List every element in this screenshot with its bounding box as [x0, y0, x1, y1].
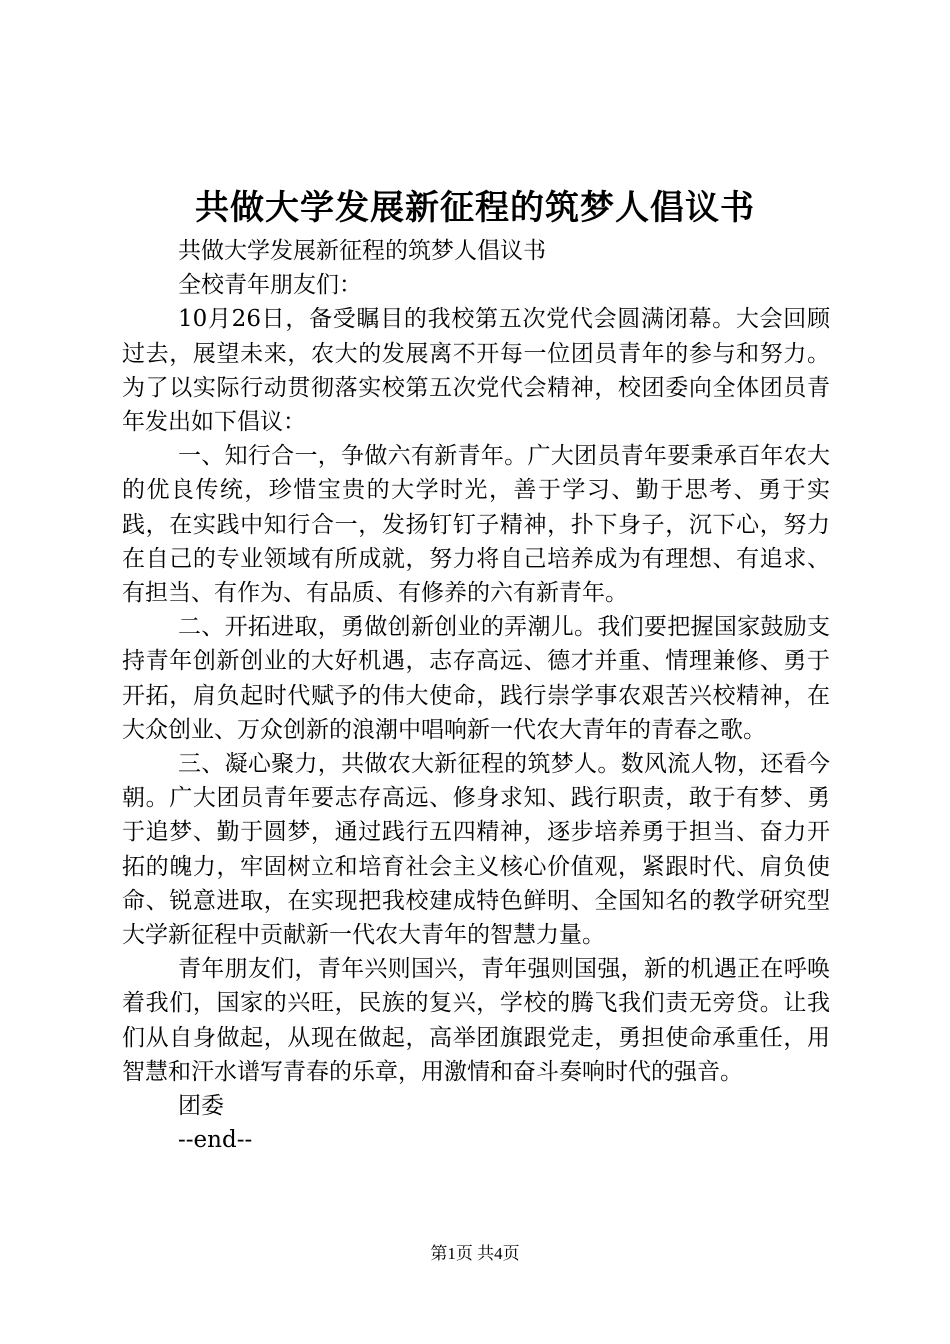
paragraph-intro: 10月26日，备受瞩目的我校第五次党代会圆满闭幕。大会回顾过去，展望未来，农大的发展离不开每一位团员青年的参与和努力。为了以实际行动贯彻落实校第五次党代会精神，校团委向全体团员青年发出如下倡议：: [122, 306, 830, 436]
signature: 团委: [178, 1093, 224, 1120]
salutation: 全校青年朋友们：: [178, 272, 362, 299]
document-body: [122, 234, 830, 1157]
end-mark: --end--: [178, 1127, 253, 1154]
page-number-footer: 第1页 共4页: [430, 1244, 520, 1263]
paragraph-closing: 青年朋友们，青年兴则国兴，青年强则国强，新的机遇正在呼唤着我们，国家的兴旺，民族的复兴，学校的腾飞我们责无旁贷。让我们从自身做起，从现在做起，高举团旗跟党走，勇担使命承重任，用智慧和汗水谱写青春的乐章，用激情和奋斗奏响时代的强音。: [122, 956, 830, 1085]
paragraph-proposal-1: 一、知行合一，争做六有新青年。广大团员青年要秉承百年农大的优良传统，珍惜宝贵的大学时光，善于学习、勤于思考、勇于实践，在实践中知行合一，发扬钉钉子精神，扑下身子，沉下心，努力在自己的专业领域有所成就，努力将自己培养成为有理想、有追求、有担当、有作为、有品质、有修养的六有新青年。: [122, 443, 830, 607]
paragraph-proposal-2: 二、开拓进取，勇做创新创业的弄潮儿。我们要把握国家鼓励支持青年创新创业的大好机遇，志存高远、德才并重、情理兼修、勇于开拓，肩负起时代赋予的伟大使命，践行崇学事农艰苦兴校精神，在大众创业、万众创新的浪潮中唱响新一代农大青年的青春之歌。: [122, 614, 830, 743]
document-subtitle: 共做大学发展新征程的筑梦人倡议书: [178, 238, 546, 264]
document-title: 共做大学发展新征程的筑梦人倡议书: [195, 188, 755, 228]
paragraph-proposal-3: 三、凝心聚力，共做农大新征程的筑梦人。数风流人物，还看今朝。广大团员青年要志存高远、修身求知、践行职责，敢于有梦、勇于追梦、勤于圆梦，通过践行五四精神，逐步培养勇于担当、奋力开拓的魄力，牢固树立和培育社会主义核心价值观，紧跟时代、肩负使命、锐意进取，在实现把我校建成特色鲜明、全国知名的教学研究型大学新征程中贡献新一代农大青年的智慧力量。: [122, 751, 830, 949]
